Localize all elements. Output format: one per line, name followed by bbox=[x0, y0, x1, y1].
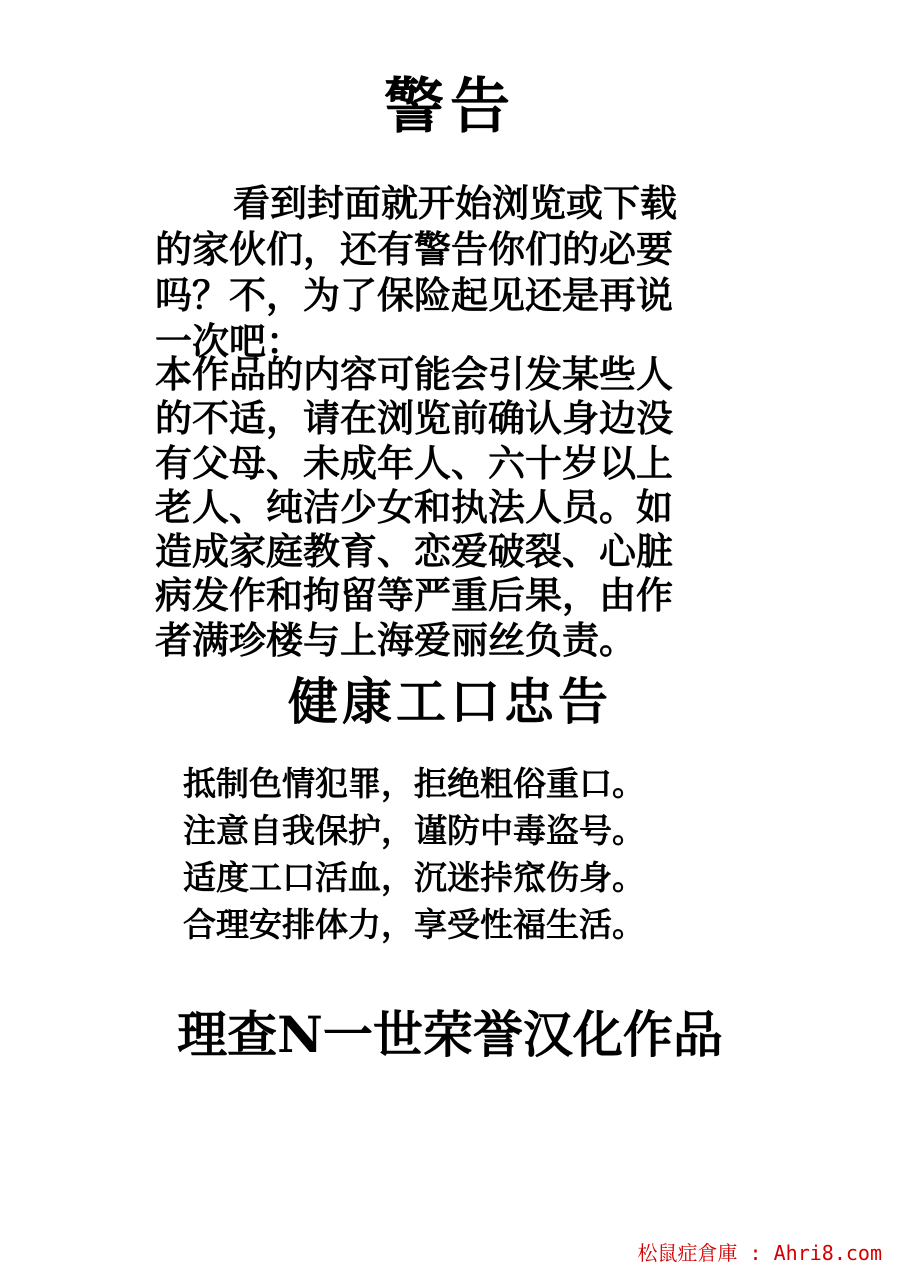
warning-title: 警告 bbox=[384, 72, 516, 142]
body-line: 本作品的内容可能会引发某些人 bbox=[155, 352, 673, 396]
body-line: 者满珍楼与上海爱丽丝负责。 bbox=[155, 617, 636, 662]
warning-intro bbox=[155, 180, 745, 364]
body-line: 病发作和拘留等严重后果，由作 bbox=[155, 573, 673, 618]
intro-line: 的家伙们，还有警告你们的必要 bbox=[155, 227, 673, 271]
advice-list bbox=[183, 760, 763, 948]
intro-line: 看到封面就开始浏览或下载 bbox=[233, 181, 677, 225]
body-line: 造成家庭教育、恋爱破裂、心脏 bbox=[155, 529, 673, 574]
watermark: 松鼠症倉庫 : Ahri8.com bbox=[637, 1241, 882, 1265]
body-line: 有父母、未成年人、六十岁以上 bbox=[155, 440, 673, 485]
advice-line: 注意自我保护，谨防中毒盗号。 bbox=[183, 811, 645, 850]
warning-body bbox=[155, 352, 755, 662]
advice-line: 合理安排体力，享受性福生活。 bbox=[183, 905, 645, 944]
credit-line: 理查N一世荣誉汉化作品 bbox=[177, 1005, 723, 1064]
intro-line: 吗？不，为了保险起见还是再说 bbox=[155, 273, 673, 317]
body-line: 的不适，请在浏览前确认身边没 bbox=[155, 396, 673, 441]
advice-line: 抵制色情犯罪，拒绝粗俗重口。 bbox=[183, 764, 645, 803]
advice-title: 健康工口忠告 bbox=[288, 672, 612, 731]
intro-line: 一次吧： bbox=[155, 319, 303, 363]
advice-line: 适度工口活血，沉迷挊窊伤身。 bbox=[183, 858, 645, 897]
body-line: 老人、纯洁少女和执法人员。如 bbox=[155, 484, 673, 529]
